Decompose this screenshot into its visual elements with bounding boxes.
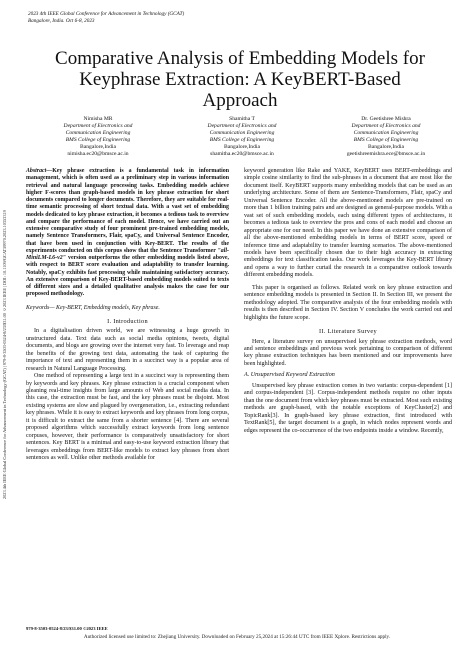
author-city: Bangalore,India <box>368 143 404 150</box>
doi-side-strip: 2023 4th IEEE Global Conference for Advancement in Technology (GCAT) | 979-8-3503-0524-8/23/$31.00 ©2023 IEEE | DOI: 10.1109/GCAT59970.2023.10353319 <box>2 210 7 500</box>
author-email: shamitha.ec20@bmsce.ac.in <box>210 150 274 157</box>
author-city: Bangalore,India <box>80 143 116 150</box>
author-college: BMS College of Engineering <box>209 136 275 143</box>
author-dept: Department of Electronics and <box>63 122 133 129</box>
right-column <box>244 168 452 435</box>
ieee-copyright-id: 979-8-3503-0524-8/23/$31.00 ©2023 IEEE <box>26 626 108 631</box>
subsection-heading-unsupervised: A. Unsupervised Keyword Extraction <box>244 372 335 379</box>
conference-name: 2023 4th IEEE Global Conference for Advancement in Technology (GCAT) <box>28 11 185 17</box>
author-dept: Department of Electronics and <box>351 122 421 129</box>
keywords <box>26 305 229 312</box>
author-dept2: Communication Engineering <box>65 129 131 136</box>
abstract-model-name: "all-MiniLM-L6-v2" <box>26 247 229 261</box>
paper-title: Comparative Analysis of Embedding Models for Keyphrase Extraction: A KeyBERT-Based Approach <box>55 48 425 111</box>
keywords-label: Keywords <box>26 304 50 311</box>
intro-paragraph-1: In a digitalisation driven world, we are witnessing a huge growth in unstructured data. Text data such as social media opinions, tweets, digital documents, and blogs are growing over the internet very fast. To leverage and reap the benefits of the growing text data, automating the task of capturing the importance of text and representing them in a succinct way is a popular area of research in Natural Language Processing. <box>26 328 229 372</box>
author-dept2: Communication Engineering <box>209 129 275 136</box>
conference-header <box>28 11 184 24</box>
keywords-text: — Key-BERT, Embedding models, Key phrase. <box>49 304 160 311</box>
author-3 <box>314 116 458 157</box>
section-heading-introduction: I. Introduction <box>107 317 148 325</box>
organisation-paragraph: This paper is organised as follows. Related work on key phrase extraction and sentence embedding models is presented in Section II. In Section III, we present the methodology adopted. The comparative analysis of the four embedding models with results is then described in Section IV. Section V concludes the work carried out and highlights the future scope. <box>244 284 452 321</box>
author-dept: Department of Electronics and <box>207 122 277 129</box>
author-email: nimisha.ec20@bmsce.ac.in <box>67 150 129 157</box>
abstract-text-1: —Key phrase extraction is a fundamental task in information management, which is often used as a preliminary step in various information retrieval and natural language processing tasks. Embedding models achieve higher F-scores than graph-based models in key phrase extraction for short documents compared to longer documents. Therefore, they are suitable for real-time semantic processing of short textual data. With a vast set of embedding models dedicated to key phrase extraction, it becomes a tedious task to overview and compare the performance of each model. Hence, we have carried out an extensive comparative study of four prominent pre-trained embedding models, namely Sentence Transformers, Flair, spaCy, and Universal Sentence Encoder, that have been used in conjunction with Key-BERT. The results of the experiments conducted on this corpus show that the Sentence Transformer <box>26 168 229 254</box>
abstract-text-2: version outperforms the other embedding models listed above, with respect to BERT score evaluation and adaptability to transfer learning. Notably, spaCy exhibits fast processing while maintaining satisfactory accuracy. An extensive comparison of Key-BERT-based embedding models suited to texts of different sizes and a detailed qualitative analysis makes the case for our proposed methodology. <box>26 255 229 298</box>
author-1 <box>26 116 170 157</box>
author-city: Bangalore,India <box>224 143 260 150</box>
author-name: Nimisha MR <box>83 116 113 122</box>
author-block <box>26 116 458 157</box>
author-name: Shamitha T <box>229 116 255 122</box>
author-email: geetishreemishra.ece@bmsce.ac.in <box>346 150 426 157</box>
intro-paragraph-2: One method of representing a large text in a succinct way is representing them by keywords and key phrases. Key phrase extraction is a crucial component when gleaning real-time insights from large amounts of Web and social media data. In this case, the extraction must be fast, and the key phrases must be disjoint. Most existing systems are slow and plagued by overgeneration, i.e., extracting redundant key phrases. While it is easy to extract keywords and key phrases from long corpus, it is difficult to extract the same from a shorter sentence [4]. There are several proposed algorithms which successfully extract keywords from long sentence corpuses, however, their performance is comparatively unsatisfactory for short sentences. Key BERT is a minimal and easy-to-use keyword extraction library that leverages embeddings from BERT-like models to extract key phrases from short sentences as well. Unlike other methods available for <box>26 373 229 462</box>
author-2 <box>170 116 314 157</box>
left-column <box>26 168 229 463</box>
download-footer: Authorized licensed use limited to: Zhejiang University. Downloaded on February 25,2024 at 15:26:44 UTC from IEEE Xplore. Restrictions apply. <box>83 634 391 640</box>
author-college: BMS College of Engineering <box>353 136 419 143</box>
author-college: BMS College of Engineering <box>65 136 131 143</box>
conference-location: Bangalore, India. Oct 6-8, 2023 <box>28 17 95 24</box>
author-dept2: Communication Engineering <box>353 129 419 136</box>
abstract <box>26 168 229 299</box>
abstract-label: Abstract <box>26 168 47 174</box>
section-heading-literature-survey: II. Literature Survey <box>319 328 377 336</box>
author-name: Dr. Geetishree Mishra <box>361 116 411 122</box>
intro-paragraph-3: keyword generation like Rake and YAKE, KeyBERT uses BERT-embeddings and simple cosine similarity to find the sub-phrases in a document that are most like the document itself. KeyBERT supports many embedding models that can be used as an underlying architecture. Some of them are Sentence-Transformers, Flair, spaCy and Universal Sentence Encoder. All the above-mentioned models are pre-trained on more than 1 billion training pairs and are designed as general-purpose models. With a vast set of such embedding models, each using different types of architectures, it becomes a tedious task to overview the pros and cons of each model and choose an appropriate one for our need. In this paper we have done an extensive comparison of all the above-mentioned embedding models in terms of BERT score, speed or inference time and adaptability to transfer learning scenarios. The above-mentioned models have been specifically chosen due to their high accuracy in extracting embeddings for text classification tasks. Our work leverages the Key-BERT library and opens a way to further curtail the research in a comparative outlook towards different embedding models. <box>244 168 452 279</box>
literature-paragraph-2: Unsupervised key phrase extraction comes in two variants: corpus-dependent [1] and corpus-independent [3]. Corpus-independent methods require no other inputs than the one document from which key phrases must be extracted. Most such existing methods are graph-based, with the notable exceptions of KeyCluster[2] and TopicRank[3]. In graph-based key phrase extraction, first introduced with TextRank[5], the target document is a graph, in which nodes represent words and edges represent the co-occurrence of the two endpoints inside a window. Recently, <box>244 382 452 434</box>
literature-paragraph-1: Here, a literature survey on unsupervised key phrase extraction methods, word and sentence embeddings and previous work pertaining to comparison of different key phrase extraction techniques has been mentioned and our improvements have been highlighted. <box>244 338 452 367</box>
